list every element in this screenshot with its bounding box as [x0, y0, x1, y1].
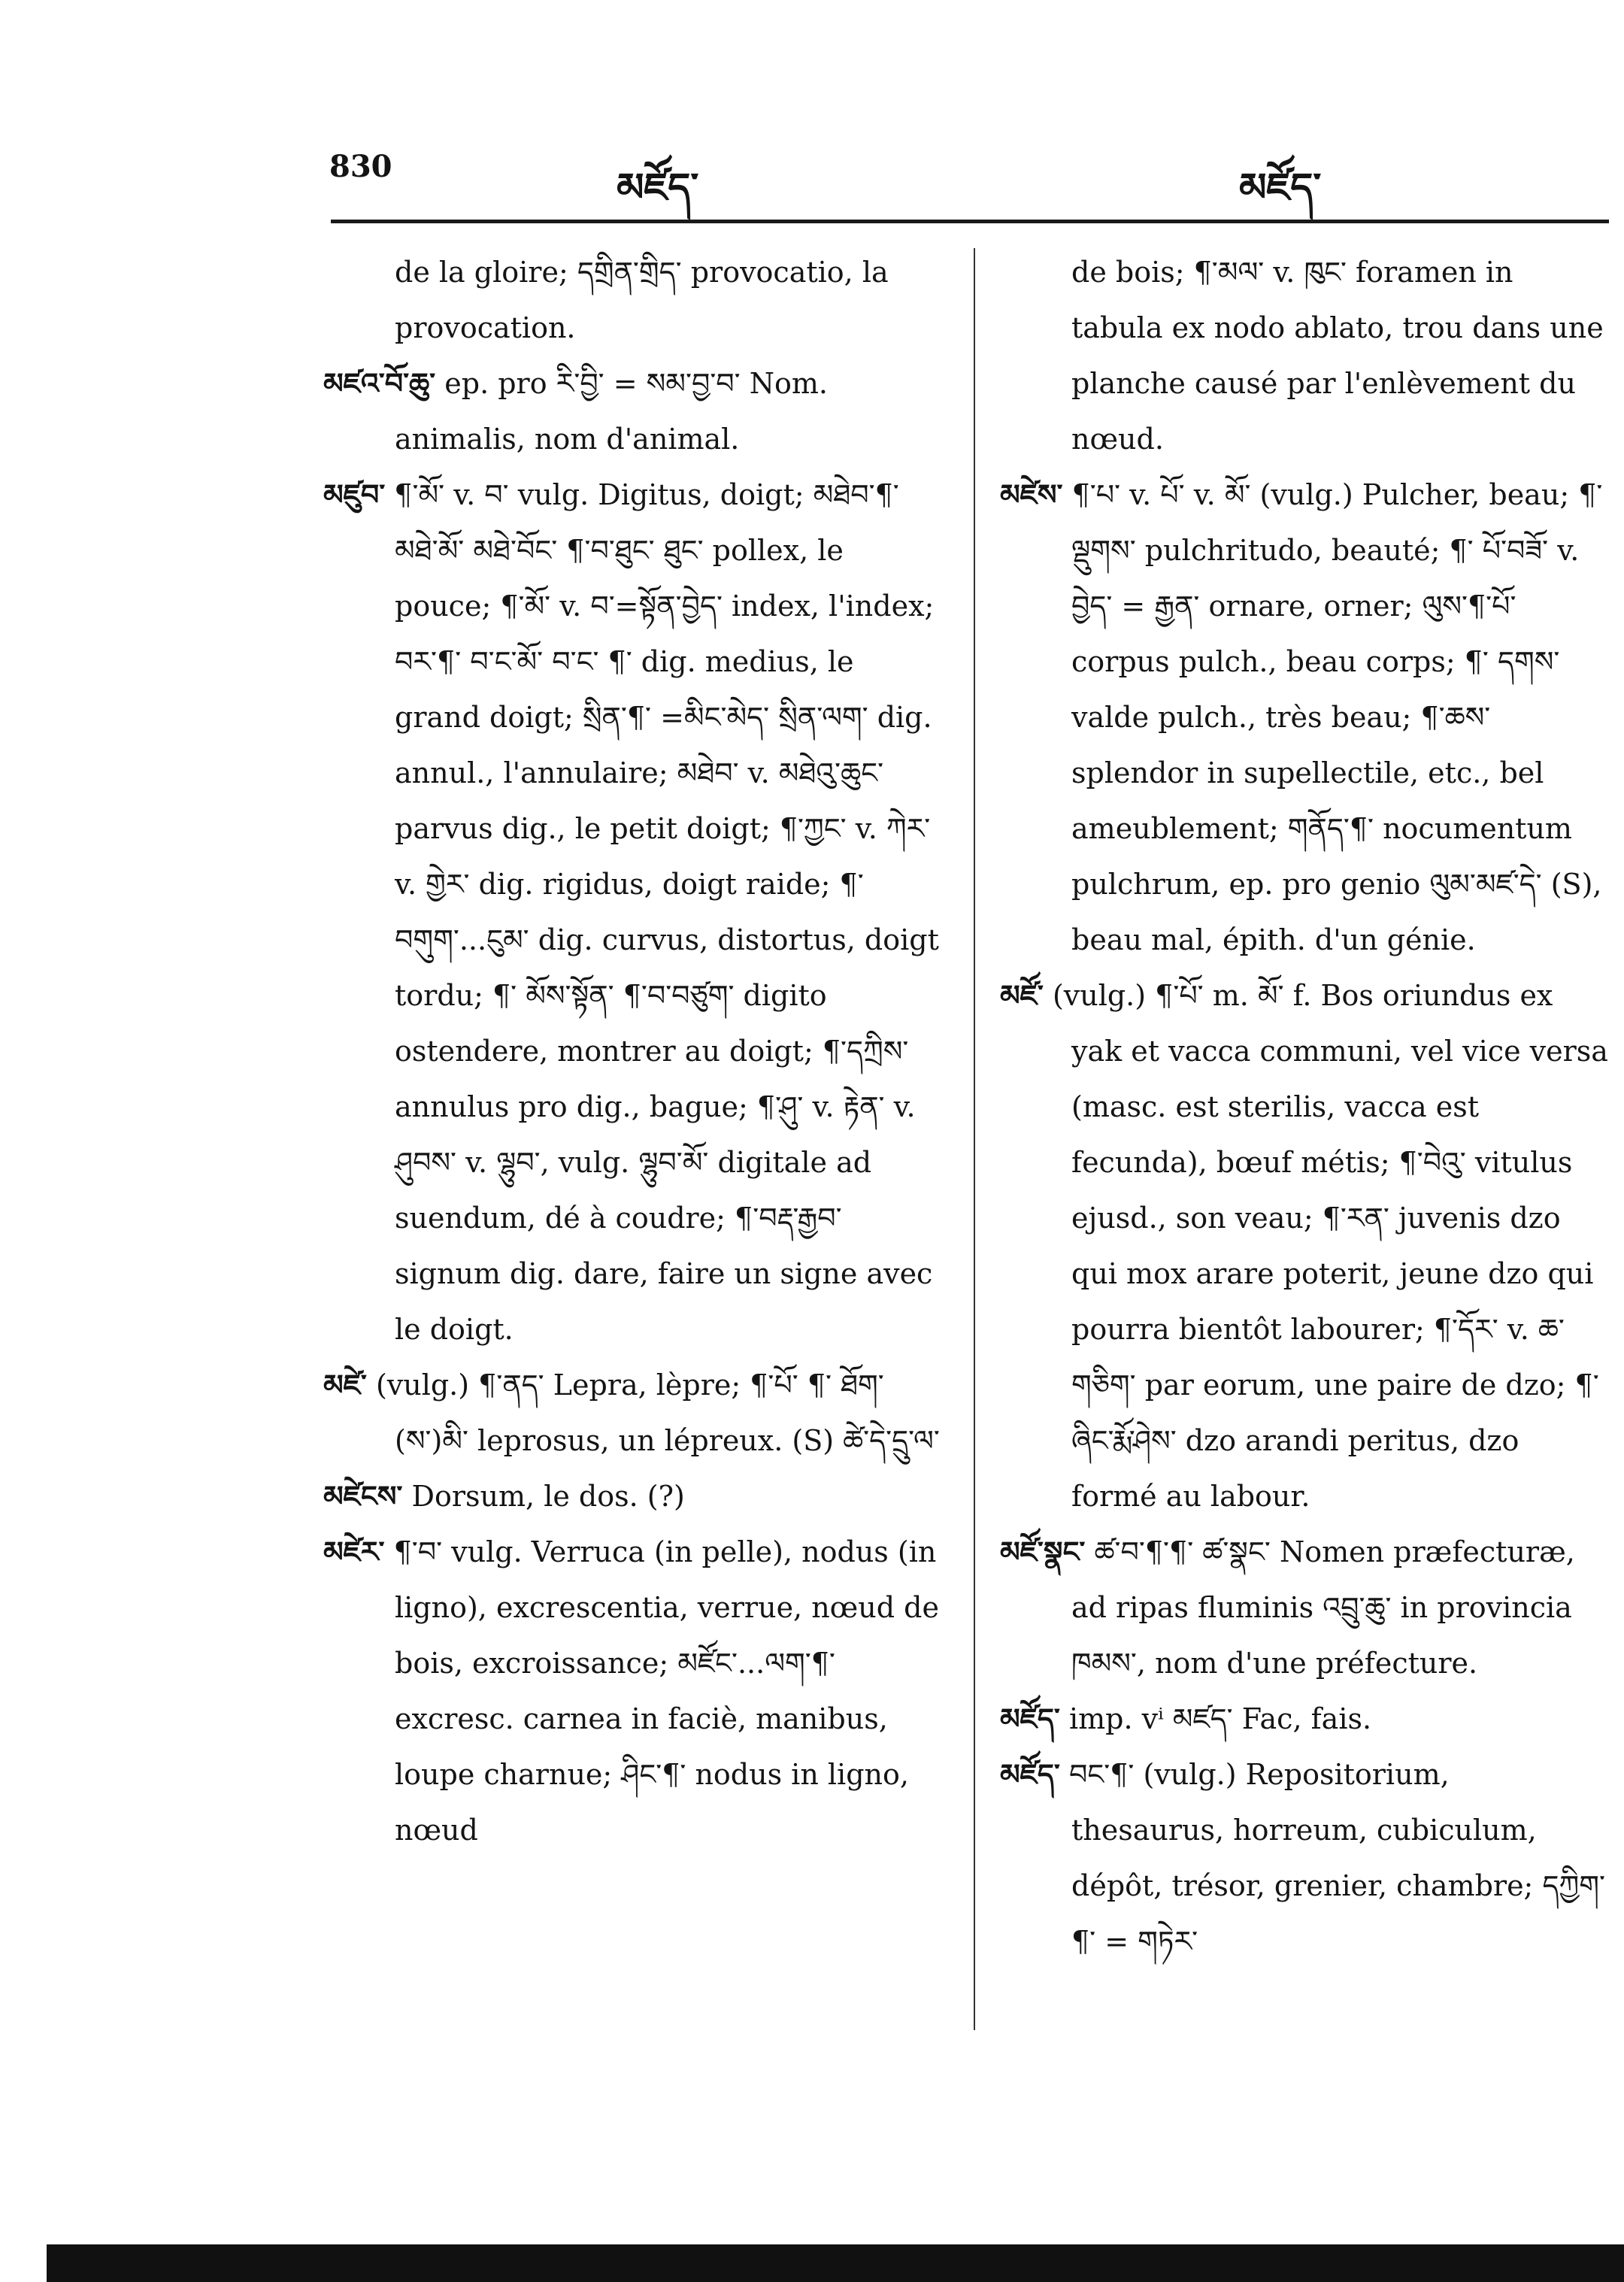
entry-headword: མཛེ་ — [323, 1368, 367, 1402]
entry-text: (vulg.) ¶་པོ་ m. མོ་ f. Bos oriundus ex yak et vacca communi, vel vice versa (masc. est sterilis, vacca est fecunda), bœuf métis; ¶་བེའུ་ vitulus ejusd., son veau; ¶་རན་ juvenis dzo qui mox arare poterit, jeune dzo qui pourra bientôt labourer; ¶་དོར་ v. ཆ་གཅིག་ par eorum, une paire de dzo; ¶་ཞིང་རྨོ་ཤེས་ dzo arandi peritus, dzo formé au labour. — [1052, 979, 1608, 1513]
dictionary-entry — [323, 1357, 940, 1468]
left-column — [323, 244, 940, 1858]
dictionary-entry — [323, 356, 940, 467]
entry-headword: མཛུབ་ — [323, 478, 386, 511]
entry-text: ep. pro རི་བྱི་ = སམ་བྱ་བ་ Nom. animalis, nom d'animal. — [395, 367, 828, 456]
entry-text: de bois; ¶་མལ་ v. ཁུང་ foramen in tabula ex nodo ablato, trou dans une planche causé par l'enlèvement du nœud. — [1071, 256, 1604, 456]
entry-headword: མཛོད་ — [1000, 1758, 1060, 1791]
entry-text: ¶་པ་ v. པོ་ v. མོ་ (vulg.) Pulcher, beau; ¶་ལྡུགས་ pulchritudo, beauté; ¶་ པོ་བཟོ་ v. བྱེད་ = རྒྱན་ ornare, orner; ལུས་¶་པོ་ corpus pulch., beau corps; ¶་ དགས་ valde pulch., très beau; ¶་ཆས་ splendor in supellectile, etc., bel ameublement; གནོད་¶་ nocumentum pulchrum, ep. pro genio ལུམ་མཛ་དེ་ (S), beau mal, épith. d'un génie. — [1071, 478, 1603, 956]
entry-text: (vulg.) ¶་ནད་ Lepra, lèpre; ¶་པོ་ ¶་ ཐོག་(ས་)མི་ leprosus, un lépreux. (S) ཚེ་དེ་དྲུ་ལ་ — [375, 1368, 940, 1457]
dictionary-entry — [323, 1468, 940, 1524]
dictionary-entry — [1000, 244, 1609, 467]
scan-edge-bar — [47, 2244, 1624, 2282]
entry-headword: མཛོ་ — [1000, 979, 1044, 1012]
running-head-right: མཛོད་ — [1239, 165, 1322, 211]
entry-headword: མཛོད་ — [1000, 1702, 1060, 1735]
running-head-left: མཛོད་ — [617, 165, 699, 211]
right-column — [1000, 244, 1609, 1969]
entry-text: imp. vⁱ མཛད་ Fac, fais. — [1068, 1702, 1372, 1735]
dictionary-entry — [1000, 1524, 1609, 1691]
dictionary-entry — [1000, 1747, 1609, 1969]
dictionary-entry — [323, 244, 940, 356]
column-divider — [974, 248, 975, 2030]
dictionary-entry — [1000, 968, 1609, 1524]
dictionary-entry — [1000, 467, 1609, 968]
entry-text: ¶་མོ་ v. བ་ vulg. Digitus, doigt; མཐེབ་¶་ མཐེ་མོ་ མཐེ་བོང་ ¶་བ་ཐུང་ ཐུང་ pollex, le pouce; ¶་མོ་ v. བ་=སྟོན་བྱེད་ index, l'index; བར་¶་ བ་ང་མོ་ བ་ང་ ¶་ dig. medius, le grand doigt; སྲིན་¶་ =མིང་མེད་ སྲིན་ལག་ dig. annul., l'annulaire; མཐེབ་ v. མཐེའུ་ཆུང་ parvus dig., le petit doigt; ¶་ཀྱང་ v. ཀེར་ v. གྱེར་ dig. rigidus, doigt raide; ¶་བགུག་...ངུམ་ dig. curvus, distortus, doigt tordu; ¶་ མོས་སྟོན་ ¶་བ་བཙུག་ digito ostendere, montrer au doigt; ¶་དཀྲིས་ annulus pro dig., bague; ¶་ཤུ་ v. རྟེན་ v. ཤུབས་ v. ལྷུབ་, vulg. ལྷུབ་མོ་ digitale ad suendum, dé à coudre; ¶་བརྡ་རྒྱབ་ signum dig. dare, faire un signe avec le doigt. — [394, 478, 939, 1346]
dictionary-entry — [323, 467, 940, 1357]
entry-headword: མཛའ་བོ་ཆུ་ — [323, 367, 436, 400]
entry-text: བང་¶་ (vulg.) Repositorium, thesaurus, horreum, cubiculum, dépôt, trésor, grenier, chambre; དཀྱིག་¶་ = གཏེར་ — [1068, 1758, 1605, 1958]
entry-headword: མཛེངས་ — [323, 1480, 403, 1513]
header-rule — [331, 220, 1609, 223]
entry-text: Dorsum, le dos. (?) — [411, 1480, 685, 1513]
entry-headword: མཛེར་ — [323, 1535, 385, 1568]
entry-text: ཚ་བ་¶་¶་ ཚ་སྣང་ Nomen præfecturæ, ad ripas fluminis འབྲུ་ཆུ་ in provincia ཁམས་, nom d'une préfecture. — [1071, 1535, 1575, 1680]
dictionary-entry — [323, 1524, 940, 1858]
dictionary-entry — [1000, 1691, 1609, 1747]
entry-headword: མཛོ་སྣང་ — [1000, 1535, 1086, 1568]
entry-text: de la gloire; དགྲིན་གྲིད་ provocatio, la provocation. — [395, 256, 889, 344]
page-number: 830 — [329, 149, 392, 184]
entry-text: ¶་བ་ vulg. Verruca (in pelle), nodus (in ligno), excrescentia, verrue, nœud de bois, excroissance; མཛོང་...ལག་¶་ excresc. carnea in faciè, manibus, loupe charnue; ཤིང་¶་ nodus in ligno, nœud — [393, 1535, 939, 1847]
entry-headword: མཛེས་ — [1000, 478, 1063, 511]
